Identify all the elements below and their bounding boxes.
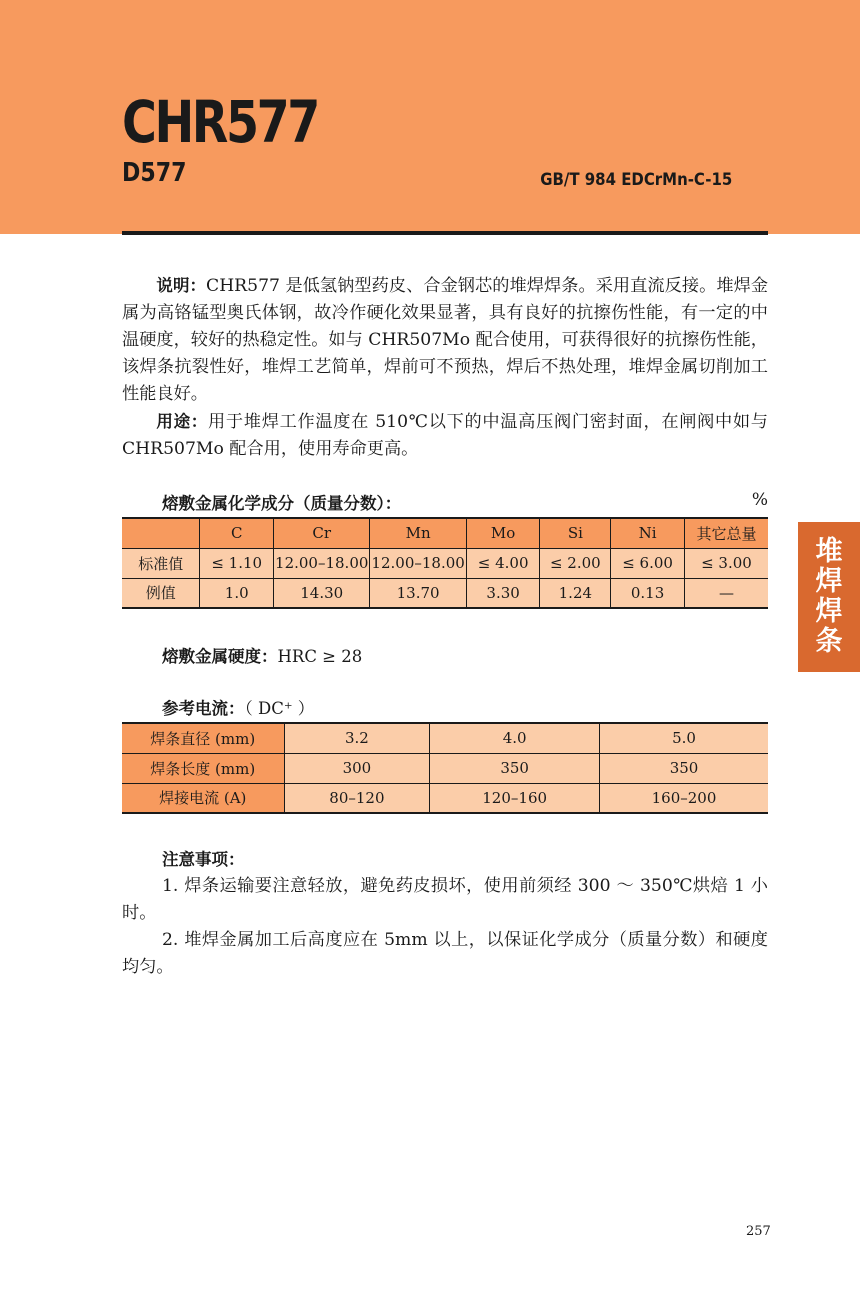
description-block	[122, 272, 768, 463]
category-side-tab	[798, 522, 860, 672]
table-cell: 0.13	[611, 578, 685, 608]
composition-heading: 熔敷金属化学成分（质量分数）：	[162, 494, 402, 513]
notes-heading: 注意事项：	[162, 850, 245, 869]
header-divider	[122, 231, 768, 235]
row-label-cell: 标准值	[122, 548, 200, 578]
table-cell: 3.30	[466, 578, 540, 608]
table-row	[122, 783, 768, 813]
row-label-cell: 焊条直径 (mm)	[122, 723, 284, 753]
header-cell: 其它总量	[684, 518, 768, 548]
usage-label: 用途：	[156, 412, 209, 431]
description-paragraph	[122, 272, 768, 408]
row-label-cell: 焊接电流 (A)	[122, 783, 284, 813]
notes-section	[122, 846, 768, 981]
table-cell: 1.0	[200, 578, 274, 608]
page-number: 257	[746, 1224, 771, 1239]
table-cell: 12.00–18.00	[370, 548, 466, 578]
usage-paragraph	[122, 408, 768, 463]
row-label-cell: 焊条长度 (mm)	[122, 753, 284, 783]
table-row	[122, 578, 768, 608]
header-cell: Si	[540, 518, 611, 548]
table-cell: 12.00–18.00	[274, 548, 370, 578]
table-cell: ≤ 1.10	[200, 548, 274, 578]
table-cell: 80–120	[284, 783, 430, 813]
header-cell: Cr	[274, 518, 370, 548]
table-cell: 160–200	[600, 783, 768, 813]
table-cell: 350	[600, 753, 768, 783]
table-cell: ≤ 6.00	[611, 548, 685, 578]
row-label-cell: 例值	[122, 578, 200, 608]
hardness-label: 熔敷金属硬度：	[162, 647, 278, 666]
composition-table	[122, 517, 768, 609]
side-tab-char: 堆	[815, 536, 843, 567]
current-polarity: （ DC⁺ ）	[244, 699, 315, 718]
current-label: 参考电流：	[162, 699, 245, 718]
current-line	[162, 695, 314, 719]
table-cell: 350	[430, 753, 600, 783]
model-subtitle: D577	[122, 158, 187, 188]
standard-code: GB/T 984 EDCrMn-C-15	[539, 170, 732, 190]
side-tab-char: 条	[815, 626, 843, 657]
header-cell	[122, 518, 200, 548]
table-cell: ≤ 3.00	[684, 548, 768, 578]
table-row	[122, 753, 768, 783]
header-cell: Ni	[611, 518, 685, 548]
table-cell: 3.2	[284, 723, 430, 753]
table-row	[122, 548, 768, 578]
current-table	[122, 722, 768, 814]
table-cell: 120–160	[430, 783, 600, 813]
table-cell: 14.30	[274, 578, 370, 608]
table-row	[122, 723, 768, 753]
model-title: CHR577	[122, 88, 318, 156]
side-tab-char: 焊	[815, 596, 843, 627]
table-cell: ≤ 4.00	[466, 548, 540, 578]
header-cell: C	[200, 518, 274, 548]
note-item: 2. 堆焊金属加工后高度应在 5mm 以上，以保证化学成分（质量分数）和硬度均匀。	[122, 930, 768, 977]
table-cell: —	[684, 578, 768, 608]
side-tab-char: 焊	[815, 566, 843, 597]
description-label: 说明：	[156, 276, 207, 295]
composition-unit: %	[751, 490, 768, 510]
table-cell: 5.0	[600, 723, 768, 753]
hardness-value: HRC ≥ 28	[277, 647, 363, 666]
header-cell: Mo	[466, 518, 540, 548]
usage-text: 用于堆焊工作温度在 510℃以下的中温高压阀门密封面，在闸阀中如与 CHR507Mo 配合用，使用寿命更高。	[122, 412, 768, 459]
table-cell: 1.24	[540, 578, 611, 608]
table-header-row	[122, 518, 768, 548]
hardness-line	[162, 643, 362, 667]
table-cell: 4.0	[430, 723, 600, 753]
table-cell: 13.70	[370, 578, 466, 608]
table-cell: ≤ 2.00	[540, 548, 611, 578]
header-cell: Mn	[370, 518, 466, 548]
table-cell: 300	[284, 753, 430, 783]
description-text: CHR577 是低氢钠型药皮、合金钢芯的堆焊焊条。采用直流反接。堆焊金属为高铬锰型奥氏体钢，故冷作硬化效果显著，具有良好的抗擦伤性能，有一定的中温硬度，较好的热稳定性。如与 CHR507Mo 配合使用，可获得很好的抗擦伤性能，该焊条抗裂性好，堆焊工艺简单，焊前可不预热，焊后不热处理，堆焊金属切削加工性能良好。	[122, 276, 769, 404]
note-item: 1. 焊条运输要注意轻放，避免药皮损坏，使用前须经 300 ～ 350℃烘焙 1 小时。	[122, 876, 768, 923]
